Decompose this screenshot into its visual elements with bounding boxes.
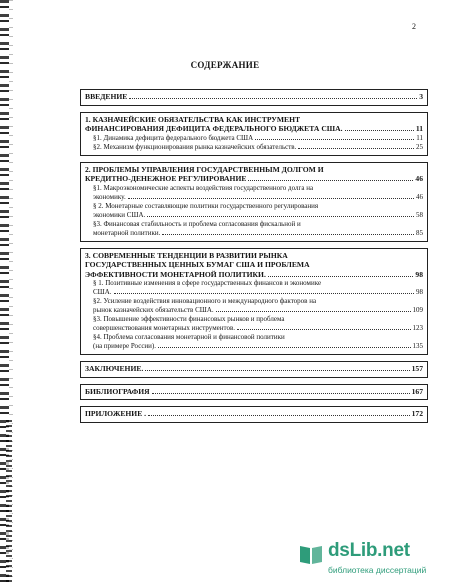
toc-chapter-2[interactable]: [80, 162, 428, 242]
logo-subtitle: библиотека диссертаций: [328, 565, 427, 575]
leader-dots: [152, 393, 410, 394]
toc-item-line1: §1. Макроэкономические аспекты воздействия государственного долга на: [93, 183, 314, 192]
ch2-heading-line2: КРЕДИТНО-ДЕНЕЖНОЕ РЕГУЛИРОВАНИЕ: [85, 174, 247, 183]
ch3-heading-line1: 3. СОВРЕМЕННЫЕ ТЕНДЕНЦИИ В РАЗВИТИИ РЫНКА: [85, 250, 288, 260]
ch1-heading-line1: 1. КАЗНАЧЕЙСКИЕ ОБЯЗАТЕЛЬСТВА КАК ИНСТРУМЕНТ: [85, 114, 301, 124]
toc-appendix-page: 172: [411, 409, 423, 418]
toc-intro-page: 3: [419, 92, 423, 101]
logo-brand-lib: Lib.net: [349, 540, 410, 561]
page-number: 2: [412, 22, 416, 31]
toc-item-page: 109: [412, 306, 423, 314]
ch2-heading-line1: 2. ПРОБЛЕМЫ УПРАВЛЕНИЯ ГОСУДАРСТВЕННЫМ ДОЛГОМ И: [85, 164, 324, 174]
ch2-item[interactable]: [85, 220, 423, 238]
ch3-item[interactable]: [85, 315, 423, 333]
toc-conclusion-page: 157: [411, 364, 423, 373]
leader-dots: [128, 198, 414, 199]
leader-dots: [298, 148, 414, 149]
table-of-contents: [80, 89, 428, 429]
toc-bibliography[interactable]: [80, 384, 428, 401]
toc-appendix[interactable]: [80, 406, 428, 423]
leader-dots: [216, 311, 411, 312]
toc-chapter-1[interactable]: [80, 112, 428, 156]
ch1-page: 11: [415, 124, 423, 133]
toc-item-line2: США.: [93, 288, 112, 296]
toc-bibliography-label: БИБЛИОГРАФИЯ: [85, 386, 150, 396]
toc-conclusion[interactable]: [80, 361, 428, 378]
toc-intro-label: ВВЕДЕНИЕ: [85, 92, 128, 101]
leader-dots: [237, 329, 410, 330]
toc-item-page: 25: [416, 142, 423, 151]
toc-item-page: 46: [416, 192, 423, 201]
ch3-heading-line2: ГОСУДАРСТВЕННЫХ ЦЕННЫХ БУМАГ США И ПРОБЛЕМА: [85, 260, 310, 269]
leader-dots: [268, 276, 414, 277]
toc-item-line1: §3. Финансовая стабильность и проблема согласования фискальной и: [93, 219, 301, 228]
toc-item-page: 135: [412, 342, 423, 350]
leader-dots: [162, 234, 414, 235]
toc-bibliography-page: 167: [411, 386, 423, 396]
toc-item-line1: § 1. Позитивные изменения в сфере государственных финансов и экономике: [93, 279, 322, 287]
leader-dots: [248, 180, 413, 181]
toc-item-line1: § 2. Монетарные составляющие политики государственного регулирования: [93, 201, 319, 210]
toc-item-line2: (на примере России).: [93, 342, 156, 350]
ch3-page: 98: [415, 269, 423, 279]
leader-dots: [147, 216, 414, 217]
toc-item-line2: монетарной политики.: [93, 228, 161, 237]
leader-dots: [345, 130, 414, 131]
leader-dots: [158, 347, 411, 348]
ch2-item[interactable]: [85, 202, 423, 220]
toc-item-page: 85: [416, 228, 423, 237]
toc-item-page: 98: [416, 288, 423, 296]
toc-item-line2: рынок казначейских обязательств США.: [93, 306, 214, 314]
toc-item-page: 11: [416, 133, 423, 142]
ch3-item[interactable]: [85, 279, 423, 297]
toc-appendix-label: ПРИЛОЖЕНИЕ .: [85, 409, 147, 418]
toc-item-label: §1. Динамика дефицита федерального бюджета США: [93, 133, 254, 142]
toc-item-line1: §3. Повышение эффективности финансовых рынков и проблема: [93, 315, 285, 323]
leader-dots: [129, 98, 417, 99]
toc-chapter-3[interactable]: [80, 248, 428, 356]
ch3-heading-line3: ЭФФЕКТИВНОСТИ МОНЕТАРНОЙ ПОЛИТИКИ.: [85, 269, 266, 279]
toc-item-line1: §2. Усиление воздействия инновационного и международного факторов на: [93, 297, 317, 305]
toc-item-page: 58: [416, 210, 423, 219]
toc-item-line2: экономики США.: [93, 210, 146, 219]
ch1-item[interactable]: [85, 143, 423, 152]
toc-conclusion-label: ЗАКЛЮЧЕНИЕ.: [85, 364, 144, 373]
leader-dots: [255, 139, 414, 140]
toc-item-line2: совершенствования монетарных инструментов.: [93, 324, 236, 332]
ch1-heading-line2: ФИНАНСИРОВАНИЯ ДЕФИЦИТА ФЕДЕРАЛЬНОГО БЮДЖЕТА США.: [85, 124, 343, 133]
page-title: СОДЕРЖАНИЕ: [190, 60, 260, 70]
book-icon: [298, 542, 324, 566]
leader-dots: [114, 293, 414, 294]
ch1-item[interactable]: [85, 134, 423, 143]
toc-item-line2: экономику.: [93, 192, 126, 201]
leader-dots: [148, 415, 410, 416]
ch2-item[interactable]: [85, 184, 423, 202]
logo-brand-ds: ds: [328, 540, 350, 561]
ch2-page: 46: [415, 174, 423, 183]
scan-artifact: [6, 420, 12, 582]
dslib-watermark[interactable]: [298, 540, 448, 580]
toc-item-label: §2. Механизм функционирования рынка казначейских обязательств.: [93, 142, 297, 151]
ch3-item[interactable]: [85, 297, 423, 315]
leader-dots: [145, 370, 409, 371]
toc-item-line1: §4. Проблема согласования монетарной и финансовой политики: [93, 333, 285, 341]
logo-brand: [328, 540, 410, 562]
ch3-item[interactable]: [85, 333, 423, 351]
toc-item-page: 123: [412, 324, 423, 332]
toc-intro[interactable]: [80, 89, 428, 106]
